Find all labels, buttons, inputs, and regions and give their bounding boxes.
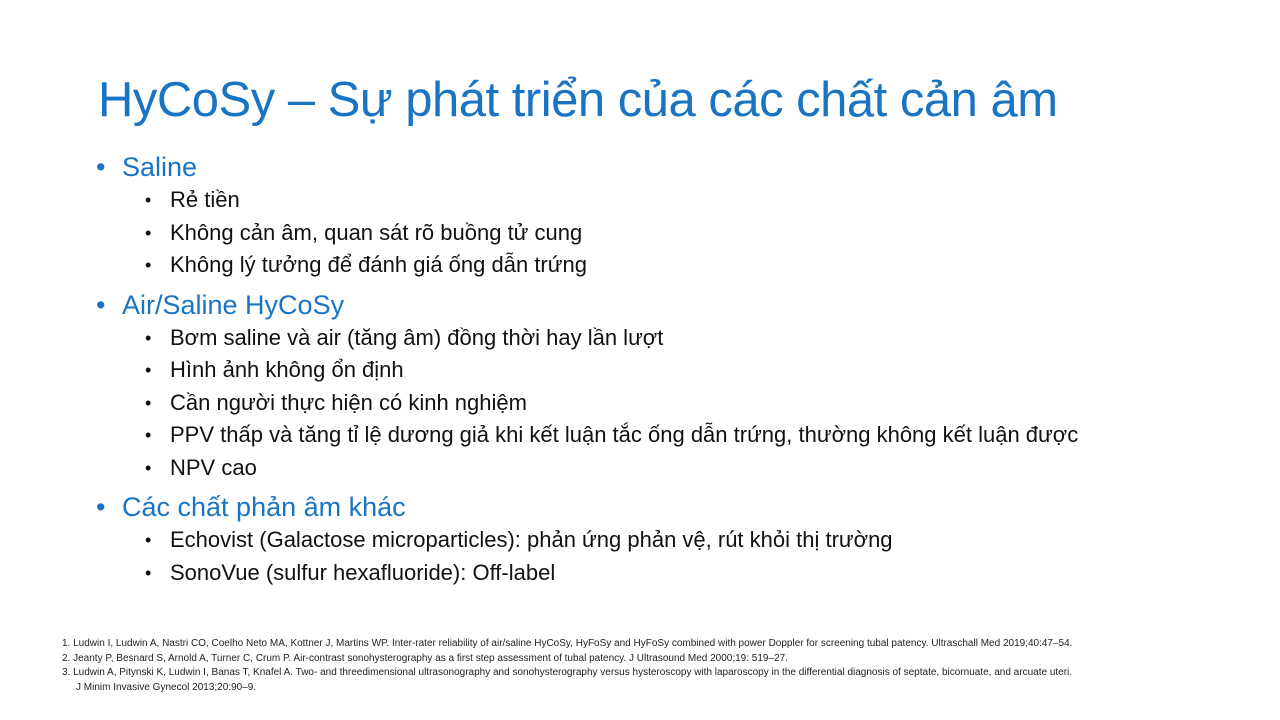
list-item [96,524,1216,557]
list-item [96,217,1216,250]
bullet-icon: • [96,289,106,320]
list-item [96,322,1216,355]
list-item [96,419,1216,452]
list-item [96,249,1216,282]
list-item [96,354,1216,387]
bullet-icon: • [96,492,106,522]
list-item-text: Hình ảnh không ổn định [170,357,404,382]
list-item [96,557,1216,590]
list-item [96,452,1216,485]
list-item-text: Echovist (Galactose microparticles): phản ứng phản vệ, rút khỏi thị trường [170,527,893,552]
bullet-icon: • [145,222,152,243]
reference-continuation-text: J Minim Invasive Gynecol 2013;20:90–9. [76,681,257,693]
section-heading-air-saline [96,288,1216,322]
bullet-content [96,150,1216,589]
list-item-text: Không lý tưởng để đánh giá ống dẫn trứng [170,252,587,277]
list-item-text: PPV thấp và tăng tỉ lệ dương giả khi kết luận tắc ống dẫn trứng, thường không kết luận được [170,422,1079,447]
bullet-icon: • [145,425,152,445]
list-item-text: Bơm saline và air (tăng âm) đồng thời hay lần lượt [170,324,664,350]
bullet-icon: • [145,190,152,210]
list-item-text: Không cản âm, quan sát rõ buồng tử cung [170,219,583,245]
bullet-icon: • [145,327,152,348]
list-item-text: SonoVue (sulfur hexafluoride): Off-label [170,559,556,585]
reference-item: 2. Jeanty P, Besnard S, Arnold A, Turner C, Crum P. Air-contrast sonohysterography as a first step assessment of tubal patency. J Ultrasound Med 2000;19: 519–27. [62,652,788,664]
reference-item-continuation [62,681,1262,696]
bullet-icon: • [145,392,152,413]
bullet-icon: • [145,360,152,380]
bullet-icon: • [96,152,106,182]
bullet-icon: • [145,530,152,550]
list-item [96,184,1216,217]
section-heading-text: Các chất phản âm khác [122,492,406,522]
list-item [96,387,1216,420]
list-item-text: Rẻ tiền [170,187,240,212]
list-item-text: NPV cao [170,454,257,480]
section-heading-other-contrast [96,490,1216,524]
bullet-icon: • [145,255,152,275]
section-heading-text: Air/Saline HyCoSy [122,289,345,320]
bullet-icon: • [145,562,152,583]
section-heading-saline [96,150,1216,184]
reference-item: 3. Ludwin A, Pitynski K, Ludwin I, Banas T, Knafel A. Two- and threedimensional ultrasonography and sonohysterography versus hysteroscopy with laparoscopy in the differential diagnosis of septate, bicornuate, and arcuate uteri. [62,667,1073,678]
bullet-icon: • [145,457,152,478]
list-item-text: Cần người thực hiện có kinh nghiệm [170,389,527,415]
references [62,637,1262,695]
slide-title: HyCoSy – Sự phát triển của các chất cản âm [98,73,1058,127]
reference-item: 1. Ludwin I, Ludwin A, Nastri CO, Coelho Neto MA, Kottner J, Martins WP. Inter-rater reliability of air/saline HyCoSy, HyFoSy and HyFoSy combined with power Doppler for screening tubal patency. Ultraschall Med 2019;40:47–54. [62,638,1073,649]
section-heading-text: Saline [122,152,198,182]
